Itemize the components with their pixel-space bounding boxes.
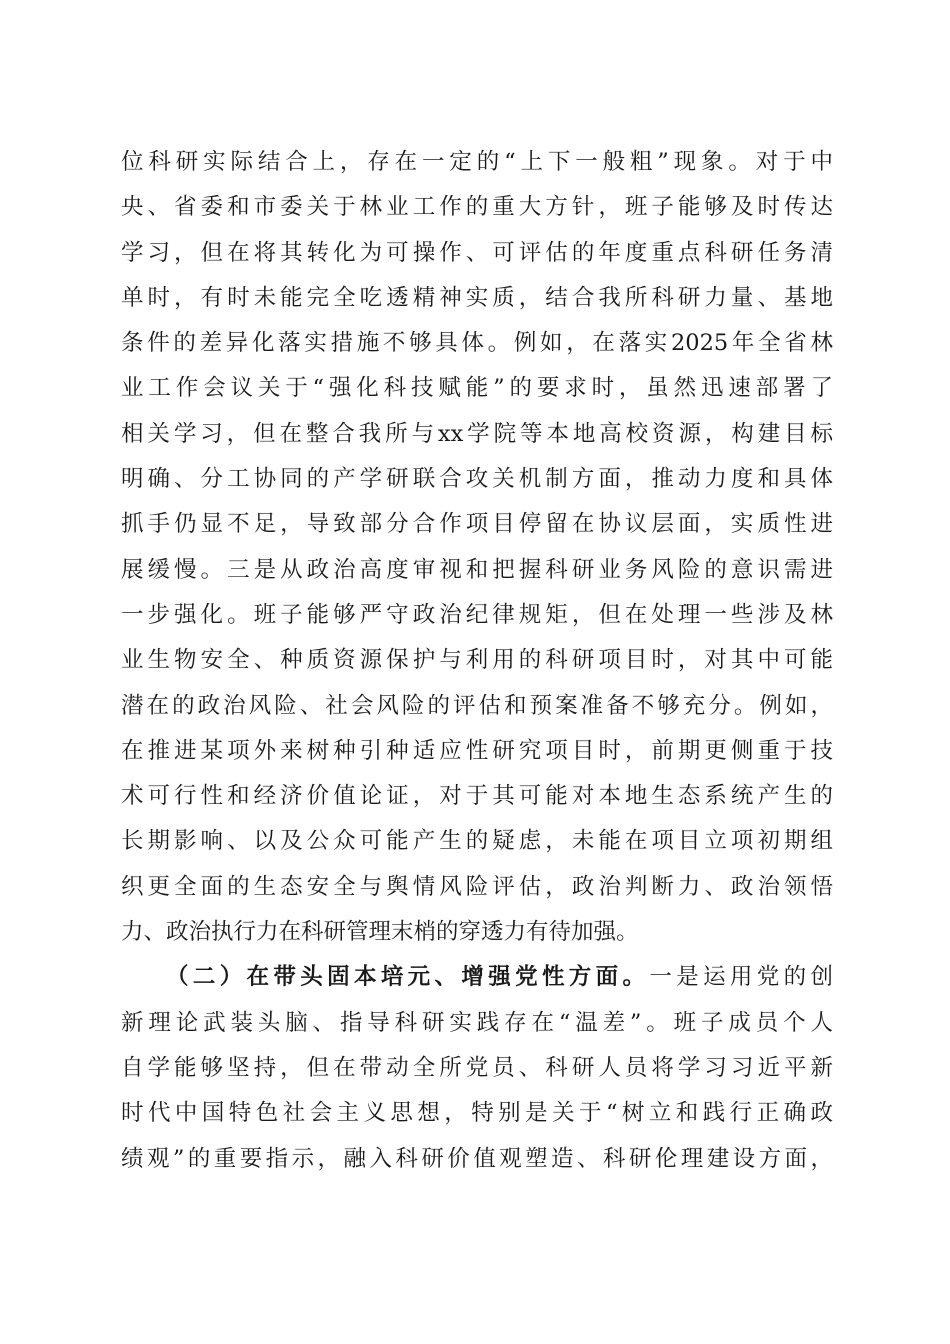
text-line: 明确、分工协同的产学研联合攻关机制方面，推动力度和具体 [121,466,833,493]
section-heading: （二）在带头固本培元、增强党性方面。 [166,964,650,991]
text-line: 术可行性和经济价值论证，对于其可能对本地生态系统产生的 [121,783,833,810]
text-line: 织更全面的生态安全与舆情风险评估，政治判断力、政治领悟 [121,873,833,900]
text-line: 位科研实际结合上，存在一定的“上下一般粗”现象。对于中 [121,149,833,175]
paragraph-2 [121,955,833,1181]
text-line: 力、政治执行力在科研管理末梢的穿透力有待加强。 [121,919,639,946]
text-line: 单时，有时未能完全吃透精神实质，结合我所科研力量、基地 [121,284,833,311]
body-text [121,140,833,1182]
text-run: 一是运用党的创 [649,964,833,991]
text-line: 业生物安全、种质资源保护与利用的科研项目时，对其中可能 [121,647,833,674]
paragraph-1 [121,140,833,955]
text-line: 相关学习，但在整合我所与xx学院等本地高校资源，构建目标 [121,420,833,447]
text-line: 在推进某项外来树种引种适应性研究项目时，前期更侧重于技 [121,737,833,764]
text-line: 业工作会议关于“强化科技赋能”的要求时，虽然迅速部署了 [121,375,833,402]
text-line: 抓手仍显不足，导致部分合作项目停留在协议层面，实质性进 [121,511,833,538]
text-line: 自学能够坚持，但在带动全所党员、科研人员将学习习近平新 [121,1054,833,1081]
text-line: 长期影响、以及公众可能产生的疑虑，未能在项目立项初期组 [121,828,833,855]
text-line: 条件的差异化落实措施不够具体。例如，在落实2025年全省林 [121,330,833,357]
text-line: 展缓慢。三是从政治高度审视和把握科研业务风险的意识需进 [121,556,833,583]
text-line: 时代中国特色社会主义思想，特别是关于“树立和践行正确政 [121,1100,833,1127]
text-line: 绩观”的重要指示，融入科研价值观塑造、科研伦理建设方面， [121,1145,833,1172]
text-line: 潜在的政治风险、社会风险的评估和预案准备不够充分。例如， [121,692,833,719]
text-line: 学习，但在将其转化为可操作、可评估的年度重点科研任务清 [121,239,833,266]
text-line: 新理论武装头脑、指导科研实践存在“温差”。班子成员个人 [121,1009,833,1036]
section-heading-line [121,955,833,1000]
text-line: 一步强化。班子能够严守政治纪律规矩，但在处理一些涉及林 [121,601,833,628]
text-line: 央、省委和市委关于林业工作的重大方针，班子能够及时传达 [121,194,833,221]
